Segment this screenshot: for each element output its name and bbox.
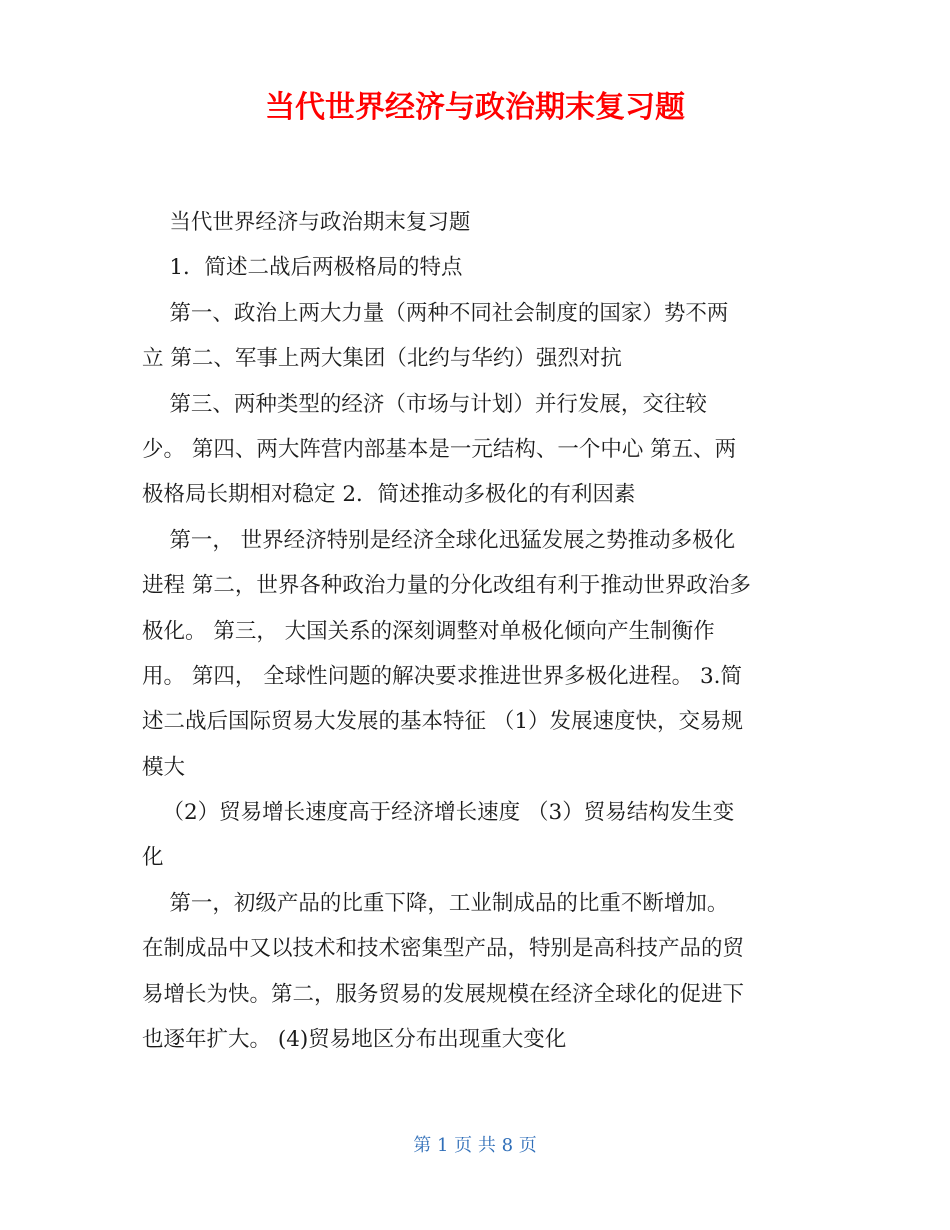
paragraph-line: （2）贸易增长速度高于经济增长速度 （3）贸易结构发生变	[142, 800, 735, 826]
page-number-footer: 第 1 页 共 8 页	[413, 1135, 537, 1156]
paragraph-line: 第三、两种类型的经济（市场与计划）并行发展，交往较	[142, 391, 707, 417]
paragraph-line: 述二战后国际贸易大发展的基本特征 （1）发展速度快，交易规	[142, 709, 744, 735]
document-body	[142, 200, 807, 1062]
paragraph-line: 极格局长期相对稳定 2．简述推动多极化的有利因素	[142, 482, 636, 508]
paragraph-line: 当代世界经济与政治期末复习题	[142, 210, 471, 235]
paragraph-line: 模大	[142, 754, 186, 780]
paragraph-line: 在制成品中又以技术和技术密集型产品，特别是高科技产品的贸	[142, 936, 745, 962]
paragraph-line: 第一， 世界经济特别是经济全球化迅猛发展之势推动多极化	[142, 527, 736, 553]
page-title: 当代世界经济与政治期末复习题	[265, 90, 685, 125]
paragraph-line: 用。 第四， 全球性问题的解决要求推进世界多极化进程。 3.简	[142, 663, 743, 689]
paragraph-line: 易增长为快。第二，服务贸易的发展规模在经济全球化的促进下	[142, 981, 745, 1007]
paragraph-line: 进程 第二，世界各种政治力量的分化改组有利于推动世界政治多	[142, 573, 751, 599]
paragraph-line: 第一、政治上两大力量（两种不同社会制度的国家）势不两	[142, 300, 729, 326]
paragraph-line: 化	[142, 845, 164, 871]
paragraph-line: 也逐年扩大。 (4)贸易地区分布出现重大变化	[142, 1027, 567, 1053]
paragraph-line: 少。 第四、两大阵营内部基本是一元结构、一个中心 第五、两	[142, 436, 737, 462]
paragraph-line: 第一，初级产品的比重下降，工业制成品的比重不断增加。	[142, 890, 729, 916]
paragraph-line: 极化。 第三， 大国关系的深刻调整对单极化倾向产生制衡作	[142, 618, 715, 644]
paragraph-line: 立 第二、军事上两大集团（北约与华约）强烈对抗	[142, 346, 622, 372]
paragraph-line: 1．简述二战后两极格局的特点	[142, 255, 463, 281]
